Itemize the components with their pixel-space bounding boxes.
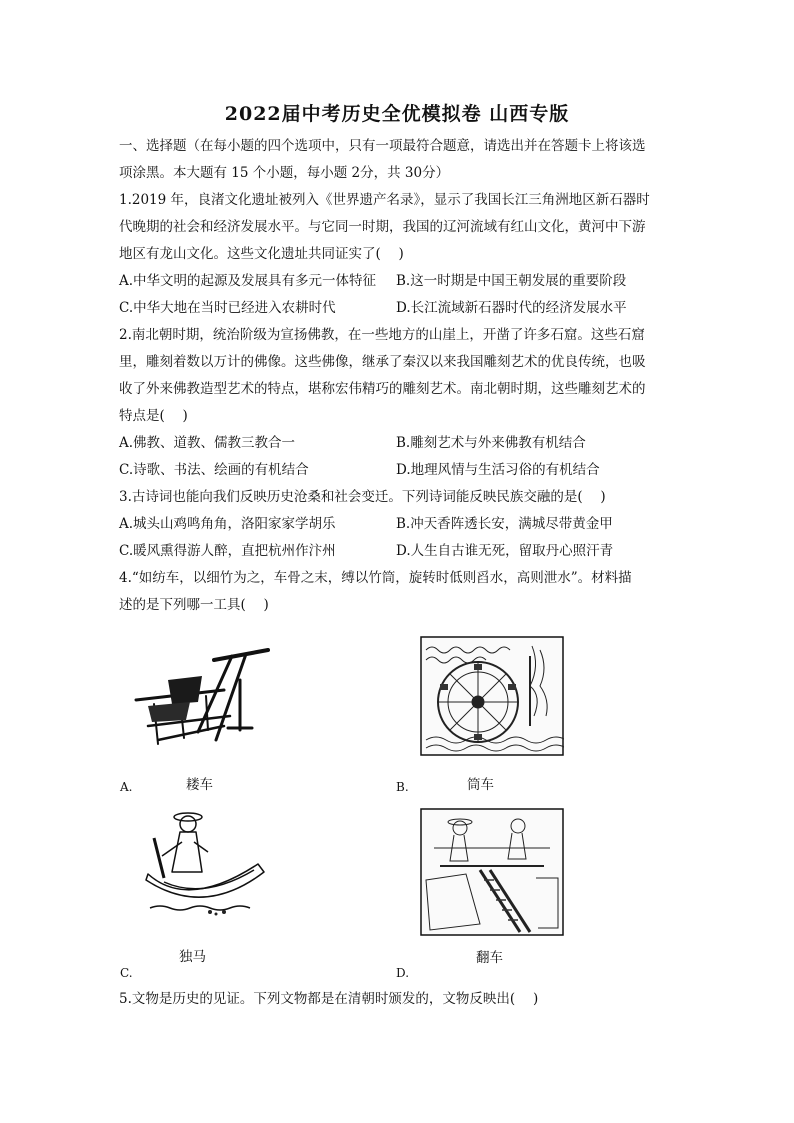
q5-stem-line1: 5.文物是历史的见证。下列文物都是在清朝时颁发的，文物反映出( ) <box>119 991 539 1007</box>
q4-stem-line2: 述的是下列哪一工具( ) <box>119 597 269 613</box>
q1-option-d: D.长江流域新石器时代的经济发展水平 <box>396 300 627 316</box>
water-wheel-caption: 筒车 <box>467 777 494 793</box>
boat-figure-caption: 独马 <box>179 949 206 965</box>
q4-letter-a: A. <box>120 780 133 794</box>
q1-option-a: A.中华文明的起源及发展具有多元一体特征 <box>119 273 377 289</box>
q1-stem-line1: 1.2019 年，良渚文化遗址被列入《世界遗产名录》，显示了我国长江三角洲地区新石器时 <box>119 192 650 208</box>
chain-pump-caption: 翻车 <box>476 950 503 966</box>
q4-stem-line1: 4.“如纺车，以细竹为之，车骨之末，缚以竹筒，旋转时低则舀水，高则泄水”。材料描 <box>119 570 632 586</box>
q3-option-c: C.暖风熏得游人醉，直把杭州作汴州 <box>119 543 336 559</box>
q1-stem-line3: 地区有龙山文化。这些文化遗址共同证实了( ) <box>119 246 404 262</box>
chain-pump-illustration <box>420 808 564 936</box>
section-instructions-line2: 项涂黑。本大题有 15 个小题，每小题 2分，共 30分） <box>119 165 450 181</box>
q3-option-b: B.冲天香阵透长安，满城尽带黄金甲 <box>396 516 613 532</box>
q2-option-b: B.雕刻艺术与外来佛教有机结合 <box>396 435 586 451</box>
q3-stem-line1: 3.古诗词也能向我们反映历史沧桑和社会变迁。下列诗词能反映民族交融的是( ) <box>119 489 606 505</box>
seed-drill-caption: 耧车 <box>186 777 213 793</box>
q4-letter-c: C. <box>120 966 133 980</box>
q2-stem-line1: 2.南北朝时期，统治阶级为宣扬佛教，在一些地方的山崖上，开凿了许多石窟。这些石窟 <box>119 327 645 343</box>
q2-stem-line2: 里，雕刻着数以万计的佛像。这些佛像，继承了秦汉以来我国雕刻艺术的优良传统，也吸 <box>119 354 646 370</box>
q2-option-a: A.佛教、道教、儒教三教合一 <box>119 435 296 451</box>
q3-option-d: D.人生自古谁无死，留取丹心照汗青 <box>396 543 614 559</box>
q2-stem-line4: 特点是( ) <box>119 408 188 424</box>
q1-option-c: C.中华大地在当时已经进入农耕时代 <box>119 300 336 316</box>
seed-drill-illustration <box>128 640 272 752</box>
q1-stem-line2: 代晚期的社会和经济发展水平。与它同一时期，我国的辽河流域有红山文化，黄河中下游 <box>119 219 646 235</box>
boat-figure-illustration <box>144 808 272 920</box>
q1-option-b: B.这一时期是中国王朝发展的重要阶段 <box>396 273 627 289</box>
exam-title: 2022届中考历史全优模拟卷 山西专版 <box>224 103 570 125</box>
q3-option-a: A.城头山鸡鸣角角，洛阳家家学胡乐 <box>119 516 336 532</box>
q4-letter-b: B. <box>396 780 409 794</box>
water-wheel-illustration <box>420 636 564 756</box>
q2-option-c: C.诗歌、书法、绘画的有机结合 <box>119 462 309 478</box>
section-instructions-line1: 一、选择题（在每小题的四个选项中，只有一项最符合题意，请选出并在答题卡上将该选 <box>119 138 646 154</box>
q4-letter-d: D. <box>396 966 410 980</box>
q2-option-d: D.地理风情与生活习俗的有机结合 <box>396 462 600 478</box>
q2-stem-line3: 收了外来佛教造型艺术的特点，堪称宏伟精巧的雕刻艺术。南北朝时期，这些雕刻艺术的 <box>119 381 646 397</box>
